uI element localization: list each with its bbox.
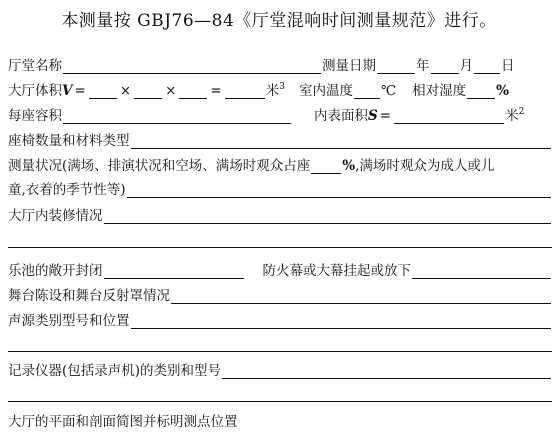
times-sign: × xyxy=(119,83,132,99)
area-label: 内表面积 xyxy=(314,108,368,124)
seats-label: 每座容积 xyxy=(8,108,62,124)
measure-state-label: 测量状况(满场、排演状况和空场、满场时观众占座 xyxy=(8,158,311,174)
source-label: 声源类别型号和位置 xyxy=(8,313,130,329)
row-hall-name xyxy=(8,54,552,74)
percent-sign: % xyxy=(496,83,509,99)
decoration-label: 大厅内装修情况 xyxy=(8,208,103,224)
area-field[interactable] xyxy=(394,108,504,124)
volume-label: 大厅体积 xyxy=(8,83,62,99)
unit-m2: 米$^2$ xyxy=(505,107,525,124)
row-pit xyxy=(8,259,552,279)
stage-field[interactable] xyxy=(171,288,551,304)
length-field[interactable] xyxy=(89,83,117,99)
day-field[interactable] xyxy=(474,58,500,74)
unit-m3: 米$^3$ xyxy=(265,82,285,99)
instrument-extra-line[interactable] xyxy=(8,401,552,402)
times-sign: × xyxy=(165,83,177,99)
equals-sign: = xyxy=(74,83,86,99)
instrument-label: 记录仪器(包括录声机)的类别和型号 xyxy=(8,363,222,379)
temp-label: 室内温度 xyxy=(298,83,353,99)
equals-sign: = xyxy=(210,83,222,99)
row-decoration xyxy=(8,204,552,224)
height-field[interactable] xyxy=(179,83,207,99)
temp-unit: ℃ xyxy=(380,83,397,99)
plan-label: 大厅的平面和剖面简图并标明测点位置 xyxy=(8,414,238,430)
measure-state-tail: ,满场时观众为成人或儿 xyxy=(355,158,495,174)
row-seat-material xyxy=(8,129,552,149)
area-symbol: S xyxy=(368,108,378,124)
row-plan xyxy=(8,410,552,430)
month-field[interactable] xyxy=(431,58,459,74)
hall-name-label: 厅堂名称 xyxy=(8,58,62,74)
curtain-label: 防火幕或大幕挂起或放下 xyxy=(262,263,411,279)
year-field[interactable] xyxy=(377,58,415,74)
volume-result-field[interactable] xyxy=(225,83,265,99)
measure-date-label: 测量日期 xyxy=(322,58,376,74)
seats-field[interactable] xyxy=(63,108,291,124)
day-label: 日 xyxy=(501,58,515,74)
seat-material-label: 座椅数量和材料类型 xyxy=(8,133,130,149)
decoration-extra-line[interactable] xyxy=(8,247,552,248)
temp-field[interactable] xyxy=(354,83,380,99)
row-measure-state-2 xyxy=(8,178,552,198)
row-measure-state xyxy=(8,154,552,174)
equals-sign: = xyxy=(379,108,392,124)
row-stage xyxy=(8,284,552,304)
form-title: 本测量按 GBJ76—84《厅堂混响时间测量规范》进行。 xyxy=(61,11,497,31)
width-field[interactable] xyxy=(134,83,162,99)
humidity-label: 相对湿度 xyxy=(412,83,467,99)
year-label: 年 xyxy=(416,58,430,74)
source-extra-line[interactable] xyxy=(8,351,552,352)
percent-sign: % xyxy=(342,158,356,174)
measure-state-field[interactable] xyxy=(127,182,551,198)
row-instrument xyxy=(8,359,552,379)
stage-label: 舞台陈设和舞台反射罩情况 xyxy=(8,288,170,304)
pit-label: 乐池的敞开封闭 xyxy=(8,263,103,279)
measure-state-line2: 童,衣着的季节性等) xyxy=(8,182,126,198)
month-label: 月 xyxy=(459,58,473,74)
volume-symbol: V xyxy=(62,83,73,99)
seat-material-field[interactable] xyxy=(131,133,552,149)
row-volume xyxy=(8,79,552,99)
hall-name-field[interactable] xyxy=(63,58,321,74)
pit-field[interactable] xyxy=(104,263,244,279)
decoration-field[interactable] xyxy=(104,208,552,224)
occupancy-field[interactable] xyxy=(311,158,341,174)
row-seats xyxy=(8,104,552,124)
row-source xyxy=(8,309,552,329)
instrument-field[interactable] xyxy=(222,363,551,379)
source-field[interactable] xyxy=(131,313,552,329)
humidity-field[interactable] xyxy=(467,83,495,99)
curtain-field[interactable] xyxy=(412,263,551,279)
